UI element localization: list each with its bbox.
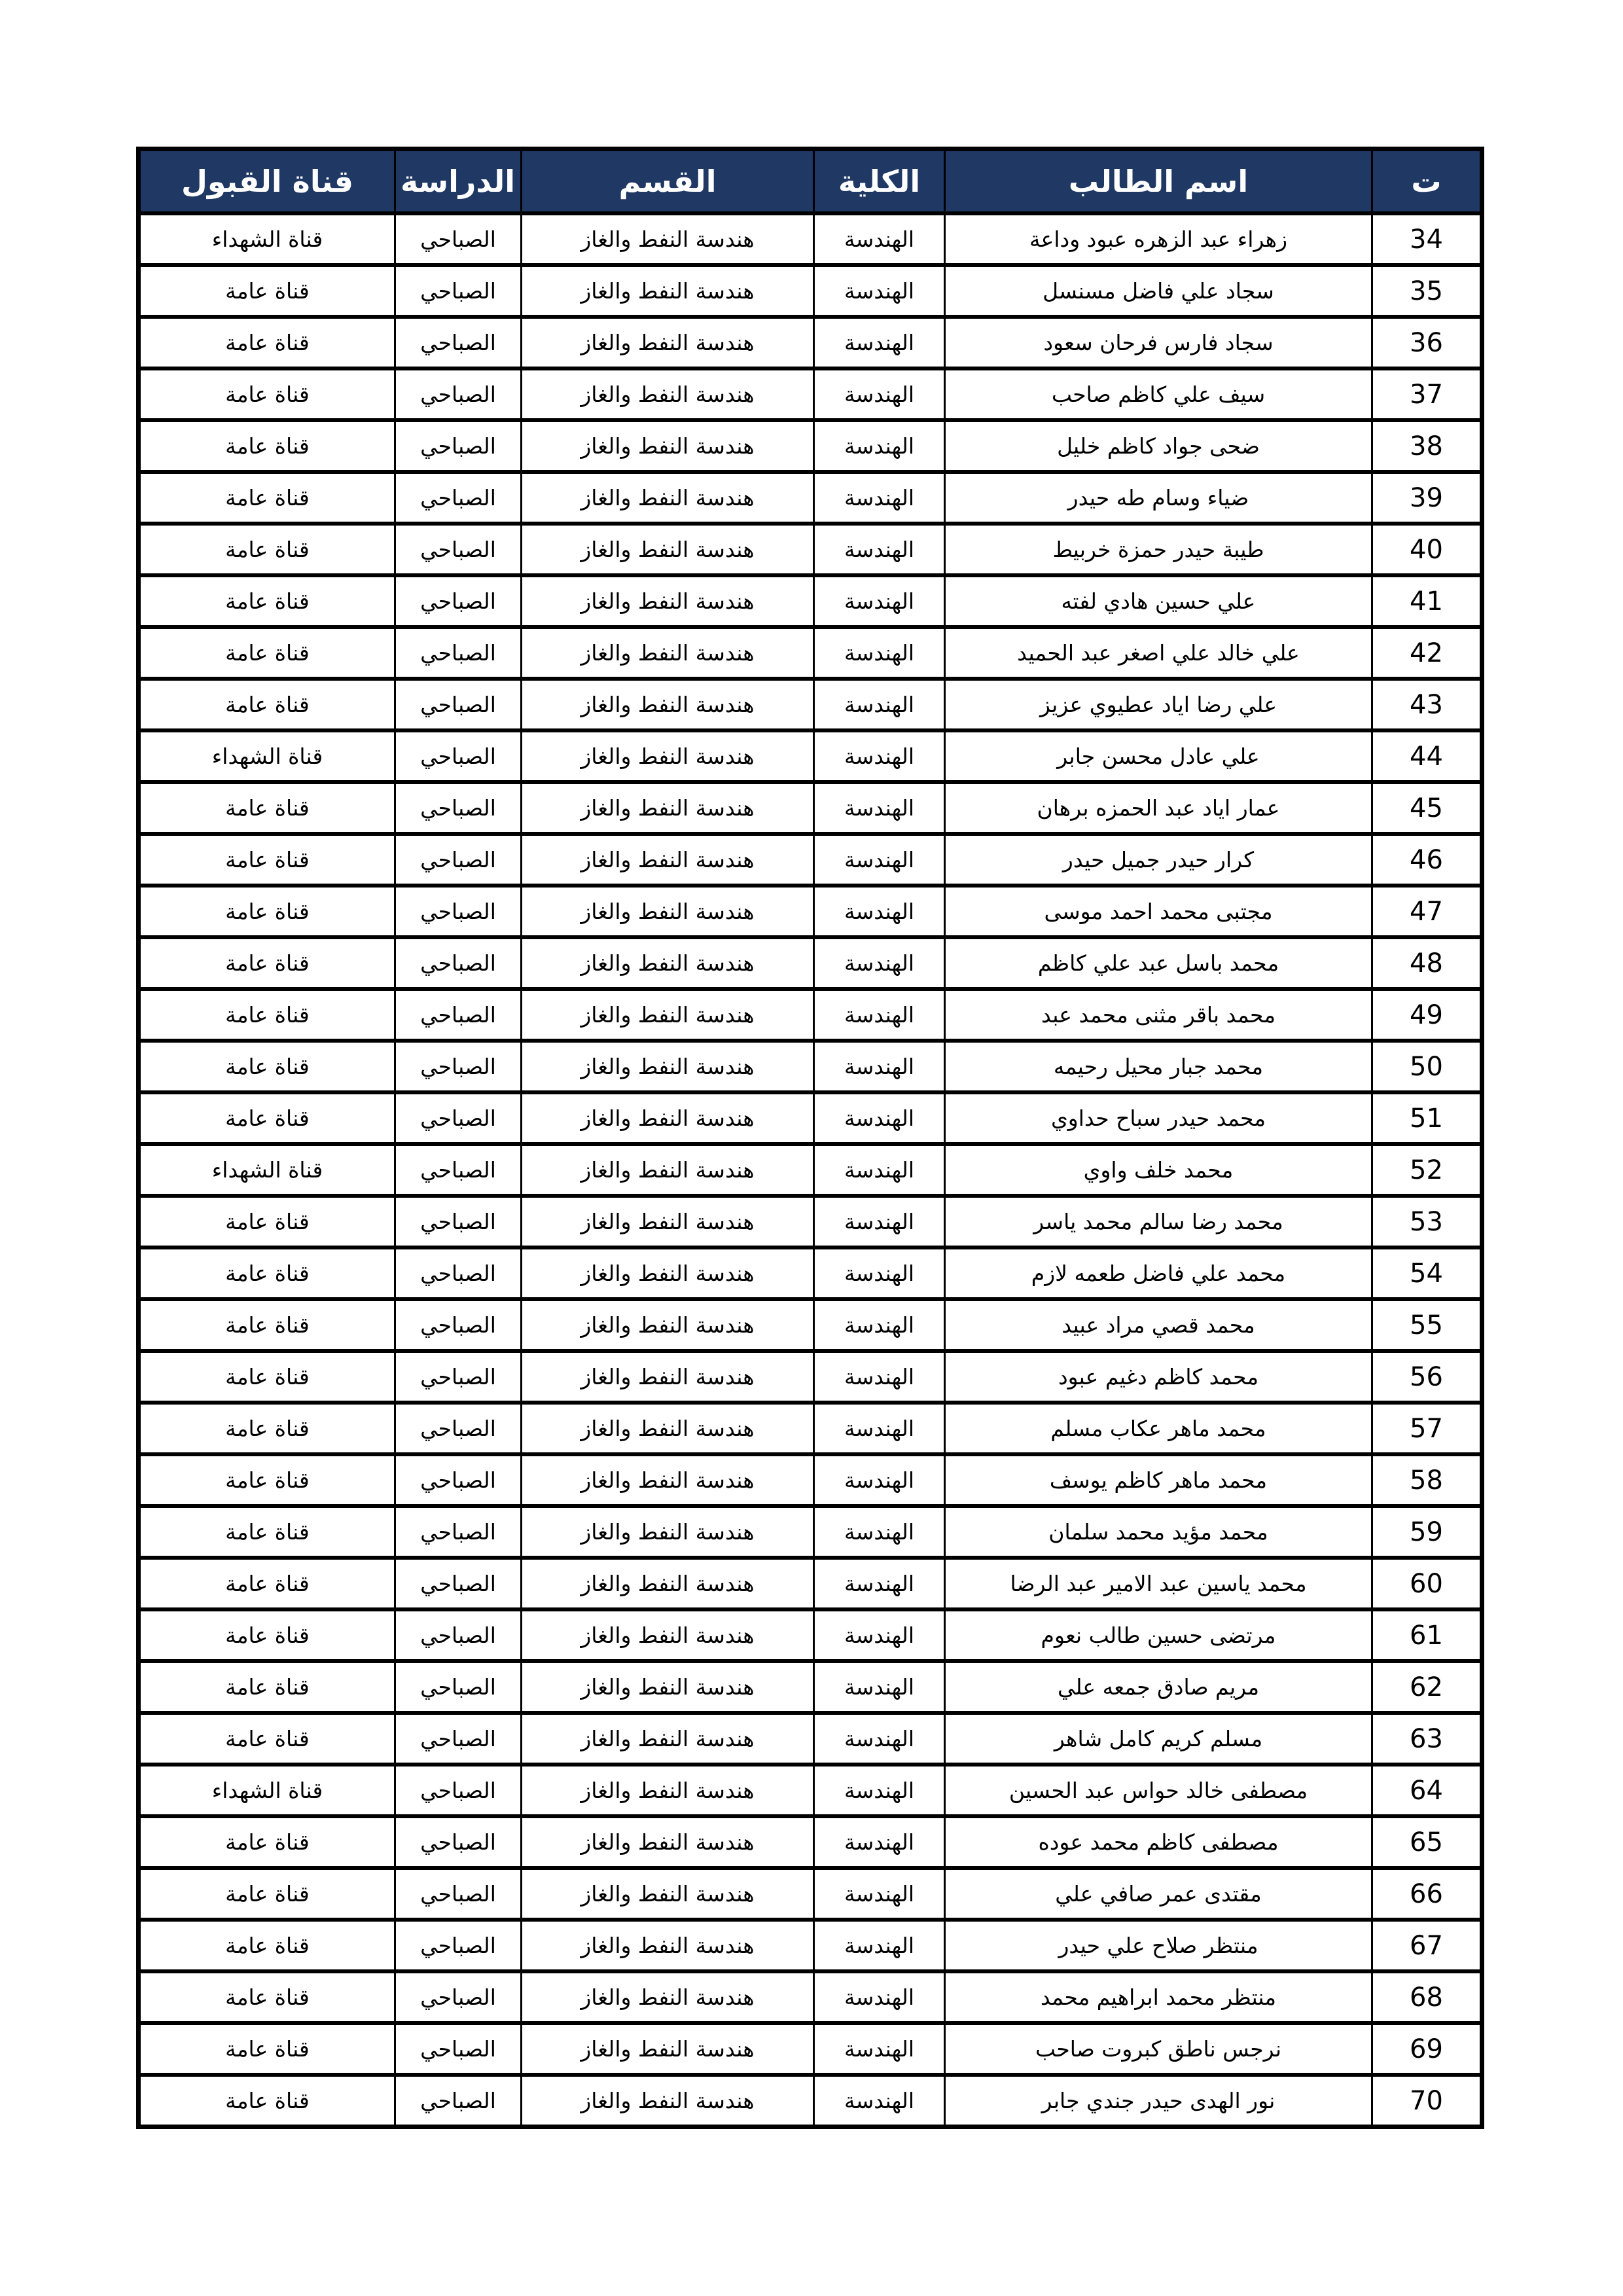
cell-student-name: علي خالد علي اصغر عبد الحميد [945, 627, 1372, 679]
table-row [139, 886, 1482, 937]
cell-student-name: سجاد فارس فرحان سعود [945, 317, 1372, 368]
cell-department: هندسة النفط والغاز [522, 213, 814, 265]
cell-college: الهندسة [814, 317, 945, 368]
cell-no: 42 [1372, 627, 1482, 679]
cell-student-name: محمد كاظم دغيم عبود [945, 1351, 1372, 1403]
cell-department: هندسة النفط والغاز [522, 1765, 814, 1816]
table-row [139, 368, 1482, 420]
cell-college: الهندسة [814, 213, 945, 265]
cell-study: الصباحي [395, 524, 522, 575]
cell-college: الهندسة [814, 1506, 945, 1558]
cell-no: 44 [1372, 730, 1482, 782]
cell-no: 63 [1372, 1713, 1482, 1765]
cell-admission-channel: قناة عامة [139, 1713, 395, 1765]
cell-no: 43 [1372, 679, 1482, 730]
cell-study: الصباحي [395, 886, 522, 937]
cell-student-name: طيبة حيدر حمزة خربيط [945, 524, 1372, 575]
cell-study: الصباحي [395, 679, 522, 730]
cell-department: هندسة النفط والغاز [522, 1041, 814, 1092]
table-row [139, 1971, 1482, 2023]
table-row [139, 317, 1482, 368]
cell-no: 55 [1372, 1299, 1482, 1351]
cell-student-name: عمار اياد عبد الحمزه برهان [945, 782, 1372, 834]
cell-study: الصباحي [395, 2023, 522, 2075]
cell-department: هندسة النفط والغاز [522, 730, 814, 782]
cell-student-name: علي عادل محسن جابر [945, 730, 1372, 782]
cell-admission-channel: قناة عامة [139, 679, 395, 730]
table-row [139, 1816, 1482, 1868]
cell-student-name: مرتضى حسين طالب نعوم [945, 1609, 1372, 1661]
cell-admission-channel: قناة عامة [139, 1092, 395, 1144]
cell-no: 37 [1372, 368, 1482, 420]
table-row [139, 2023, 1482, 2075]
header-study: الدراسة [395, 149, 522, 214]
cell-student-name: مسلم كريم كامل شاهر [945, 1713, 1372, 1765]
cell-no: 68 [1372, 1971, 1482, 2023]
cell-college: الهندسة [814, 1247, 945, 1299]
cell-admission-channel: قناة عامة [139, 1661, 395, 1713]
cell-college: الهندسة [814, 730, 945, 782]
cell-student-name: مجتبى محمد احمد موسى [945, 886, 1372, 937]
cell-student-name: زهراء عبد الزهره عبود وداعة [945, 213, 1372, 265]
cell-study: الصباحي [395, 368, 522, 420]
cell-college: الهندسة [814, 1092, 945, 1144]
cell-department: هندسة النفط والغاز [522, 937, 814, 989]
cell-student-name: مصطفى كاظم محمد عوده [945, 1816, 1372, 1868]
cell-student-name: نور الهدى حيدر جندي جابر [945, 2075, 1372, 2127]
table-row [139, 1092, 1482, 1144]
cell-study: الصباحي [395, 1765, 522, 1816]
cell-no: 50 [1372, 1041, 1482, 1092]
cell-college: الهندسة [814, 1041, 945, 1092]
cell-study: الصباحي [395, 1299, 522, 1351]
table-row [139, 1868, 1482, 1920]
table-row [139, 1713, 1482, 1765]
table-row [139, 1558, 1482, 1609]
cell-study: الصباحي [395, 1713, 522, 1765]
cell-department: هندسة النفط والغاز [522, 1920, 814, 1971]
cell-department: هندسة النفط والغاز [522, 317, 814, 368]
cell-college: الهندسة [814, 834, 945, 886]
cell-college: الهندسة [814, 782, 945, 834]
cell-college: الهندسة [814, 1609, 945, 1661]
cell-no: 46 [1372, 834, 1482, 886]
table-row [139, 1247, 1482, 1299]
cell-admission-channel: قناة عامة [139, 1506, 395, 1558]
cell-department: هندسة النفط والغاز [522, 1661, 814, 1713]
cell-no: 41 [1372, 575, 1482, 627]
cell-study: الصباحي [395, 834, 522, 886]
cell-student-name: محمد ياسين عبد الامير عبد الرضا [945, 1558, 1372, 1609]
cell-no: 54 [1372, 1247, 1482, 1299]
cell-admission-channel: قناة عامة [139, 1971, 395, 2023]
table-row [139, 1299, 1482, 1351]
cell-study: الصباحي [395, 1609, 522, 1661]
cell-college: الهندسة [814, 524, 945, 575]
cell-college: الهندسة [814, 2023, 945, 2075]
cell-department: هندسة النفط والغاز [522, 472, 814, 524]
cell-department: هندسة النفط والغاز [522, 1558, 814, 1609]
cell-college: الهندسة [814, 886, 945, 937]
cell-no: 47 [1372, 886, 1482, 937]
table-row [139, 1454, 1482, 1506]
cell-student-name: محمد مؤيد محمد سلمان [945, 1506, 1372, 1558]
cell-study: الصباحي [395, 472, 522, 524]
cell-no: 70 [1372, 2075, 1482, 2127]
cell-study: الصباحي [395, 420, 522, 472]
cell-college: الهندسة [814, 1868, 945, 1920]
cell-department: هندسة النفط والغاز [522, 1609, 814, 1661]
cell-admission-channel: قناة عامة [139, 937, 395, 989]
cell-admission-channel: قناة عامة [139, 1299, 395, 1351]
cell-student-name: علي رضا اياد عطيوي عزيز [945, 679, 1372, 730]
cell-department: هندسة النفط والغاز [522, 575, 814, 627]
cell-college: الهندسة [814, 420, 945, 472]
cell-college: الهندسة [814, 679, 945, 730]
cell-college: الهندسة [814, 1144, 945, 1196]
table-row [139, 1041, 1482, 1092]
cell-student-name: محمد ماهر كاظم يوسف [945, 1454, 1372, 1506]
table-row [139, 420, 1482, 472]
cell-admission-channel: قناة الشهداء [139, 1765, 395, 1816]
cell-admission-channel: قناة عامة [139, 1868, 395, 1920]
cell-study: الصباحي [395, 1816, 522, 1868]
cell-admission-channel: قناة عامة [139, 1558, 395, 1609]
cell-admission-channel: قناة عامة [139, 1609, 395, 1661]
cell-admission-channel: قناة عامة [139, 1454, 395, 1506]
cell-study: الصباحي [395, 1868, 522, 1920]
cell-department: هندسة النفط والغاز [522, 1196, 814, 1247]
table-row [139, 1351, 1482, 1403]
cell-college: الهندسة [814, 1299, 945, 1351]
cell-admission-channel: قناة عامة [139, 1403, 395, 1454]
cell-no: 65 [1372, 1816, 1482, 1868]
cell-college: الهندسة [814, 1816, 945, 1868]
cell-admission-channel: قناة عامة [139, 317, 395, 368]
cell-department: هندسة النفط والغاز [522, 1506, 814, 1558]
cell-admission-channel: قناة الشهداء [139, 1144, 395, 1196]
table-row [139, 1196, 1482, 1247]
table-row [139, 265, 1482, 317]
cell-study: الصباحي [395, 1971, 522, 2023]
cell-student-name: كرار حيدر جميل حيدر [945, 834, 1372, 886]
table-row [139, 1506, 1482, 1558]
table-row [139, 575, 1482, 627]
cell-college: الهندسة [814, 989, 945, 1041]
cell-college: الهندسة [814, 937, 945, 989]
cell-college: الهندسة [814, 1351, 945, 1403]
cell-department: هندسة النفط والغاز [522, 1454, 814, 1506]
cell-department: هندسة النفط والغاز [522, 1403, 814, 1454]
cell-study: الصباحي [395, 1661, 522, 1713]
cell-college: الهندسة [814, 627, 945, 679]
cell-student-name: مقتدى عمر صافي علي [945, 1868, 1372, 1920]
cell-college: الهندسة [814, 1454, 945, 1506]
cell-study: الصباحي [395, 730, 522, 782]
cell-study: الصباحي [395, 782, 522, 834]
cell-student-name: محمد حيدر سباح حداوي [945, 1092, 1372, 1144]
table-row [139, 989, 1482, 1041]
cell-admission-channel: قناة عامة [139, 524, 395, 575]
cell-study: الصباحي [395, 1247, 522, 1299]
cell-study: الصباحي [395, 265, 522, 317]
cell-student-name: سجاد علي فاضل مسنسل [945, 265, 1372, 317]
header-college: الكلية [814, 149, 945, 214]
cell-department: هندسة النفط والغاز [522, 1971, 814, 2023]
cell-no: 40 [1372, 524, 1482, 575]
cell-college: الهندسة [814, 265, 945, 317]
table-row [139, 679, 1482, 730]
cell-study: الصباحي [395, 1558, 522, 1609]
cell-study: الصباحي [395, 213, 522, 265]
cell-admission-channel: قناة عامة [139, 782, 395, 834]
cell-student-name: محمد ماهر عكاب مسلم [945, 1403, 1372, 1454]
header-row [139, 149, 1482, 214]
cell-college: الهندسة [814, 1713, 945, 1765]
cell-study: الصباحي [395, 575, 522, 627]
cell-study: الصباحي [395, 317, 522, 368]
cell-admission-channel: قناة عامة [139, 420, 395, 472]
cell-study: الصباحي [395, 1041, 522, 1092]
cell-student-name: سيف علي كاظم صاحب [945, 368, 1372, 420]
cell-no: 48 [1372, 937, 1482, 989]
cell-admission-channel: قناة عامة [139, 2075, 395, 2127]
table-row [139, 1765, 1482, 1816]
cell-student-name: محمد جبار محيل رحيمه [945, 1041, 1372, 1092]
cell-college: الهندسة [814, 472, 945, 524]
cell-no: 39 [1372, 472, 1482, 524]
table-row [139, 1661, 1482, 1713]
cell-admission-channel: قناة عامة [139, 265, 395, 317]
cell-no: 36 [1372, 317, 1482, 368]
cell-college: الهندسة [814, 2075, 945, 2127]
cell-department: هندسة النفط والغاز [522, 627, 814, 679]
cell-admission-channel: قناة الشهداء [139, 730, 395, 782]
cell-no: 51 [1372, 1092, 1482, 1144]
cell-no: 66 [1372, 1868, 1482, 1920]
table-row [139, 782, 1482, 834]
header-department: القسم [522, 149, 814, 214]
cell-student-name: محمد باسل عبد علي كاظم [945, 937, 1372, 989]
cell-no: 38 [1372, 420, 1482, 472]
cell-student-name: منتظر محمد ابراهيم محمد [945, 1971, 1372, 2023]
cell-department: هندسة النفط والغاز [522, 368, 814, 420]
table-body [139, 213, 1482, 2127]
cell-study: الصباحي [395, 1351, 522, 1403]
cell-student-name: ضحى جواد كاظم خليل [945, 420, 1372, 472]
cell-department: هندسة النفط والغاز [522, 265, 814, 317]
cell-student-name: محمد خلف واوي [945, 1144, 1372, 1196]
cell-no: 69 [1372, 2023, 1482, 2075]
cell-study: الصباحي [395, 627, 522, 679]
table-row [139, 2075, 1482, 2127]
cell-department: هندسة النفط والغاز [522, 834, 814, 886]
cell-admission-channel: قناة عامة [139, 472, 395, 524]
cell-department: هندسة النفط والغاز [522, 1351, 814, 1403]
cell-no: 59 [1372, 1506, 1482, 1558]
header-admission-channel: قناة القبول [139, 149, 395, 214]
cell-no: 35 [1372, 265, 1482, 317]
cell-student-name: مصطفى خالد حواس عبد الحسين [945, 1765, 1372, 1816]
cell-admission-channel: قناة الشهداء [139, 213, 395, 265]
cell-department: هندسة النفط والغاز [522, 524, 814, 575]
cell-department: هندسة النفط والغاز [522, 989, 814, 1041]
cell-study: الصباحي [395, 989, 522, 1041]
cell-college: الهندسة [814, 1920, 945, 1971]
cell-college: الهندسة [814, 575, 945, 627]
cell-admission-channel: قناة عامة [139, 368, 395, 420]
table-row [139, 834, 1482, 886]
cell-student-name: مريم صادق جمعه علي [945, 1661, 1372, 1713]
cell-study: الصباحي [395, 1196, 522, 1247]
cell-study: الصباحي [395, 1506, 522, 1558]
cell-student-name: محمد باقر مثنى محمد عبد [945, 989, 1372, 1041]
cell-department: هندسة النفط والغاز [522, 1816, 814, 1868]
table-row [139, 1144, 1482, 1196]
cell-admission-channel: قناة عامة [139, 1920, 395, 1971]
cell-student-name: منتظر صلاح علي حيدر [945, 1920, 1372, 1971]
cell-department: هندسة النفط والغاز [522, 1868, 814, 1920]
cell-no: 62 [1372, 1661, 1482, 1713]
header-student-name: اسم الطالب [945, 149, 1372, 214]
cell-college: الهندسة [814, 1196, 945, 1247]
cell-department: هندسة النفط والغاز [522, 420, 814, 472]
cell-student-name: محمد رضا سالم محمد ياسر [945, 1196, 1372, 1247]
cell-study: الصباحي [395, 1920, 522, 1971]
table-row [139, 937, 1482, 989]
cell-study: الصباحي [395, 1454, 522, 1506]
cell-admission-channel: قناة عامة [139, 1247, 395, 1299]
cell-no: 58 [1372, 1454, 1482, 1506]
cell-student-name: ضياء وسام طه حيدر [945, 472, 1372, 524]
cell-admission-channel: قناة عامة [139, 575, 395, 627]
cell-college: الهندسة [814, 1558, 945, 1609]
cell-department: هندسة النفط والغاز [522, 2023, 814, 2075]
cell-no: 56 [1372, 1351, 1482, 1403]
cell-study: الصباحي [395, 937, 522, 989]
cell-department: هندسة النفط والغاز [522, 886, 814, 937]
cell-student-name: محمد قصي مراد عبيد [945, 1299, 1372, 1351]
cell-admission-channel: قناة عامة [139, 886, 395, 937]
students-table [136, 147, 1484, 2129]
cell-admission-channel: قناة عامة [139, 1351, 395, 1403]
cell-no: 64 [1372, 1765, 1482, 1816]
cell-department: هندسة النفط والغاز [522, 679, 814, 730]
cell-study: الصباحي [395, 1092, 522, 1144]
table-header [139, 149, 1482, 214]
cell-student-name: علي حسين هادي لفته [945, 575, 1372, 627]
cell-student-name: نرجس ناطق كبروت صاحب [945, 2023, 1372, 2075]
header-no: ت [1372, 149, 1482, 214]
cell-college: الهندسة [814, 1661, 945, 1713]
cell-no: 61 [1372, 1609, 1482, 1661]
cell-no: 45 [1372, 782, 1482, 834]
cell-no: 52 [1372, 1144, 1482, 1196]
cell-department: هندسة النفط والغاز [522, 2075, 814, 2127]
table-row [139, 472, 1482, 524]
table-row [139, 730, 1482, 782]
cell-college: الهندسة [814, 368, 945, 420]
cell-college: الهندسة [814, 1403, 945, 1454]
cell-admission-channel: قناة عامة [139, 1041, 395, 1092]
cell-admission-channel: قناة عامة [139, 834, 395, 886]
table-row [139, 213, 1482, 265]
cell-department: هندسة النفط والغاز [522, 1144, 814, 1196]
cell-college: الهندسة [814, 1971, 945, 2023]
table-row [139, 1920, 1482, 1971]
cell-admission-channel: قناة عامة [139, 2023, 395, 2075]
table-row [139, 524, 1482, 575]
cell-no: 49 [1372, 989, 1482, 1041]
table-row [139, 627, 1482, 679]
table-row [139, 1609, 1482, 1661]
cell-admission-channel: قناة عامة [139, 627, 395, 679]
cell-department: هندسة النفط والغاز [522, 1092, 814, 1144]
cell-no: 34 [1372, 213, 1482, 265]
cell-no: 53 [1372, 1196, 1482, 1247]
cell-department: هندسة النفط والغاز [522, 782, 814, 834]
cell-no: 67 [1372, 1920, 1482, 1971]
cell-department: هندسة النفط والغاز [522, 1247, 814, 1299]
cell-college: الهندسة [814, 1765, 945, 1816]
cell-admission-channel: قناة عامة [139, 1196, 395, 1247]
cell-study: الصباحي [395, 2075, 522, 2127]
cell-no: 60 [1372, 1558, 1482, 1609]
cell-admission-channel: قناة عامة [139, 989, 395, 1041]
cell-department: هندسة النفط والغاز [522, 1299, 814, 1351]
cell-student-name: محمد علي فاضل طعمه لازم [945, 1247, 1372, 1299]
cell-study: الصباحي [395, 1403, 522, 1454]
table-row [139, 1403, 1482, 1454]
cell-no: 57 [1372, 1403, 1482, 1454]
cell-study: الصباحي [395, 1144, 522, 1196]
cell-department: هندسة النفط والغاز [522, 1713, 814, 1765]
cell-admission-channel: قناة عامة [139, 1816, 395, 1868]
